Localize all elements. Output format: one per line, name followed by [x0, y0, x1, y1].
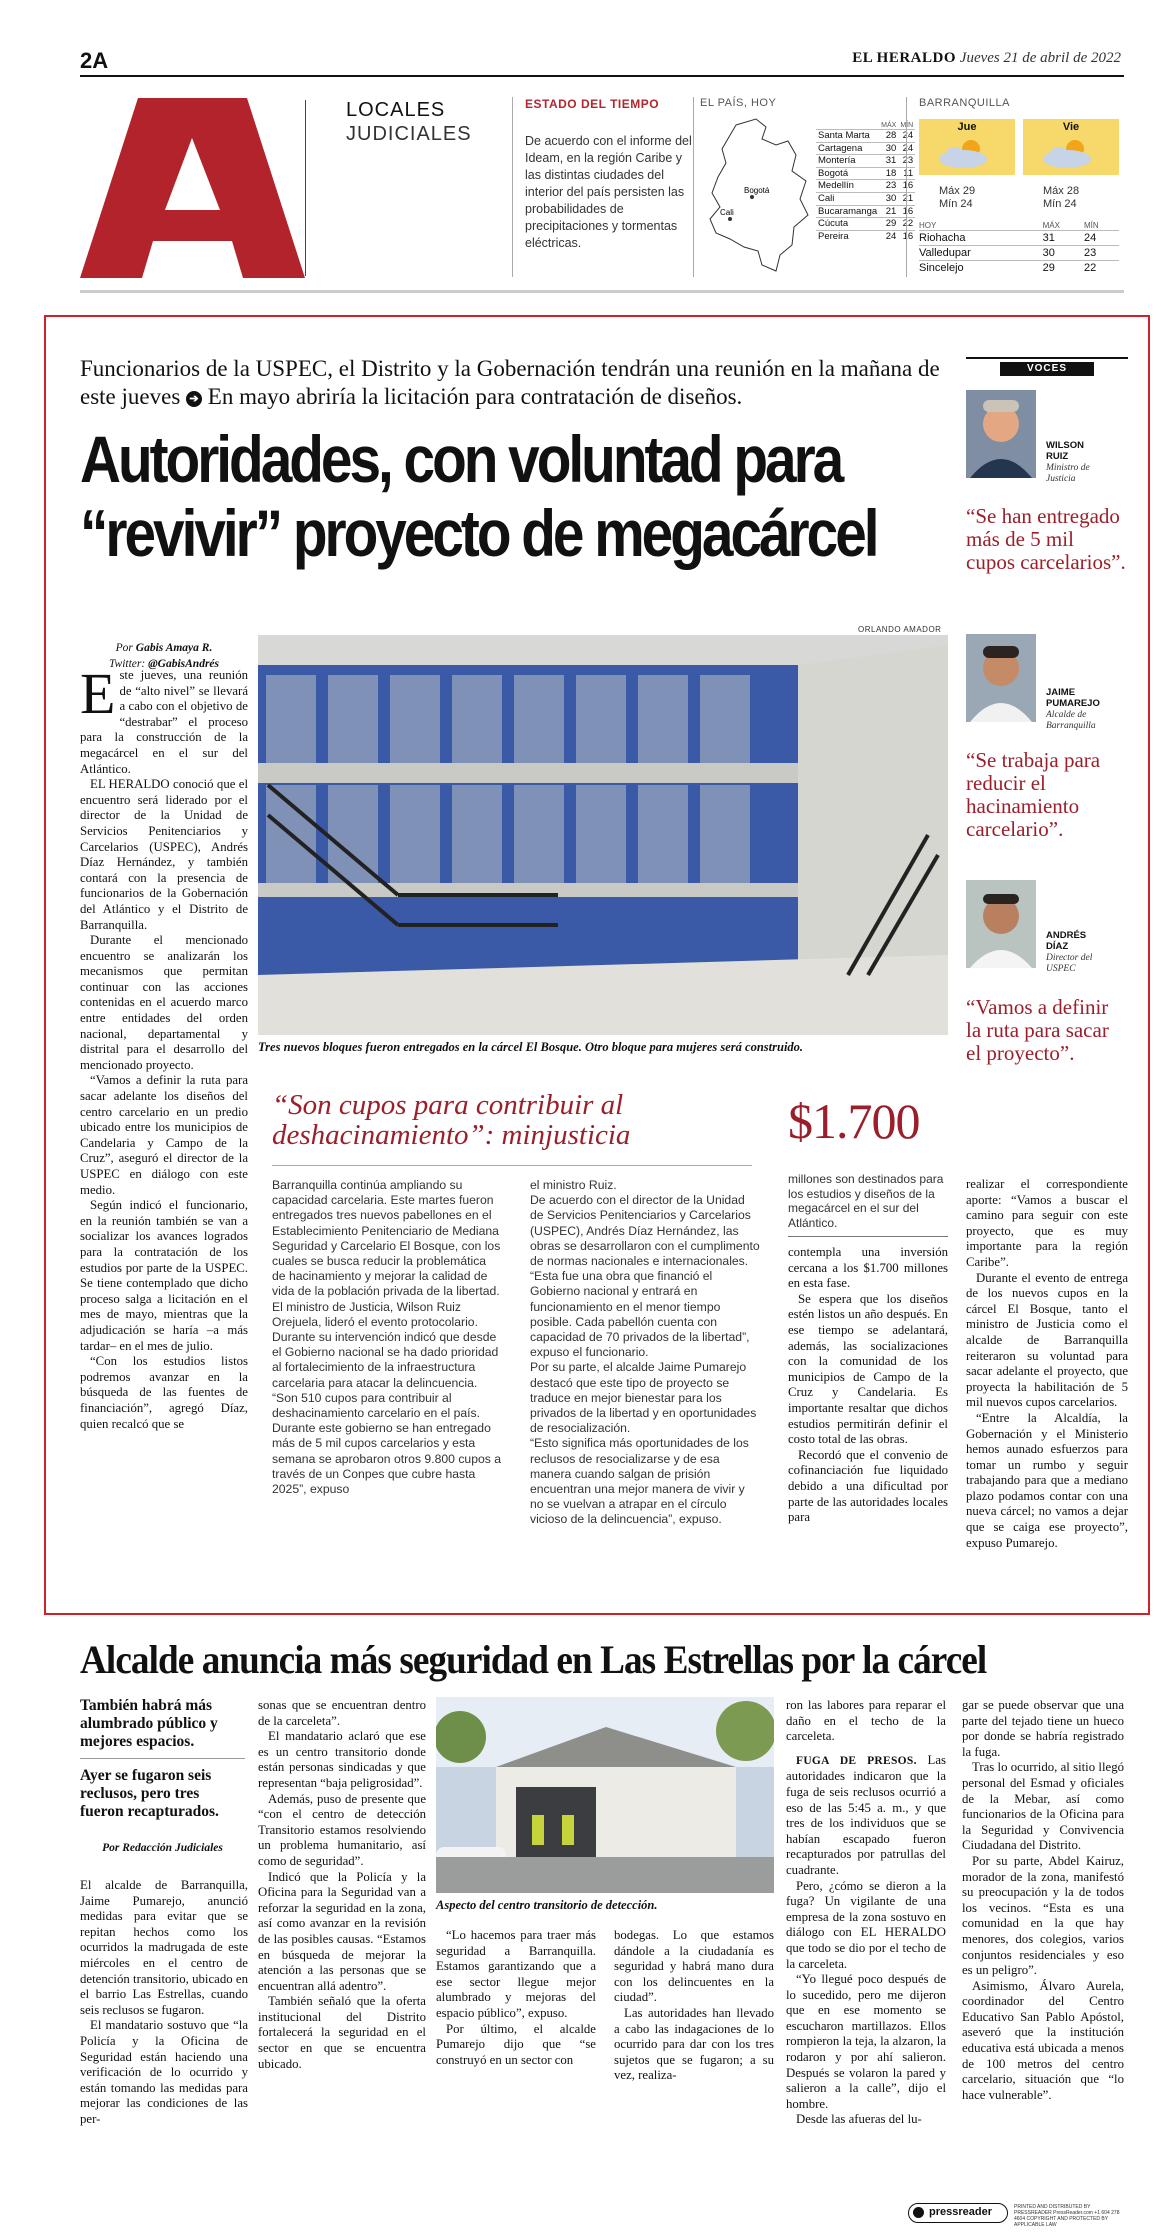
article-column: realizar el correspondiente aporte: “Vamos a buscar el camino para seguir con este proyecto, que es muy importante para la región Caribe”. Durante el evento de entrega de los nuevos cupos en la cárcel El Bosque, tanto el ministro de Justicia como el alcalde de Barranquilla reiteraron su voluntad para sacar adelante el proyecto, que proyecta la habilitación de 5 mil nuevos cupos carcelarios. “Entre la Alcaldía, la Gobernación y el Ministerio hemos aunado esfuerzos para tomar un rumbo y seguir trabajando para que a mediano plazo podamos contar con una nueva cárcel; no vamos a dejar que se caiga ese proyecto”, expuso Pumarejo.: [966, 1177, 1128, 1550]
barranquilla-weather: [906, 97, 1124, 277]
page-number: 2A: [80, 48, 109, 73]
voces-rule: [966, 357, 1128, 359]
issue-date: Jueves 21 de abril de 2022: [959, 50, 1121, 66]
subheadline-rule: [80, 1758, 245, 1759]
regional-city-row: Riohacha 31 24: [919, 231, 1119, 246]
section-line-1: LOCALES: [346, 99, 446, 121]
city-row: Santa Marta 28 24: [818, 130, 914, 141]
top-rule: [80, 75, 1124, 77]
forecast-day-card: Jue: [919, 119, 1015, 175]
masthead: [852, 50, 1121, 67]
voice-role: Alcalde de Barranquilla: [1046, 710, 1096, 731]
story-kicker: Funcionarios de la USPEC, el Distrito y la Gobernación tendrán una reunión en la mañana de este jueves ➔ En mayo abriría la licitación para contratación de diseños.: [80, 356, 940, 409]
andres-diaz-portrait: [966, 880, 1036, 968]
city-row: Bogotá 18 11: [818, 167, 914, 179]
jaime-pumarejo-portrait: [966, 634, 1036, 722]
weather-title: ESTADO DEL TIEMPO: [525, 97, 660, 111]
pull-quote-rule: [272, 1165, 752, 1166]
voice-quote: “Se han entregado más de 5 mil cupos carcelarios”.: [966, 504, 1126, 574]
section-name: [346, 98, 472, 146]
city-row: Bucaramanga 21 16: [818, 205, 914, 217]
sidebar-article-column: el ministro Ruiz. De acuerdo con el director de la Unidad de Servicios Penitenciarios y Carcelarios (USPEC), Andrés Díaz Hernández, las obras se desarrollaron con el cumplimento de normas nacionales e internacionales. “Esta fue una obra que financió el Gobierno nacional y entrará en funcionamiento en el menor tiempo posible. Cada pabellón cuenta con capacidad de 70 privados de la libertad”, expuso el funcionario. Por su parte, el alcalde Jaime Pumarejo destacó que este tipo de proyecto se traduce en mejor bienestar para los privados de la libertad y en oportunidades de resocialización. “Esto significa más oportunidades de los reclusos de resocializarse y de esa manera cuando salgan de prisión encuentran una mejor manera de vivir y no se vuelvan a atrapar en el círculo vicioso de la delincuencia”, expuso.: [530, 1178, 760, 1527]
article-column: El alcalde de Barranquilla, Jaime Pumarejo, anunció medidas para evitar que se repitan hechos como los ocurridos la madrugada de este miércoles en el centro de detención transitorio, ubicado en el barrio Las Estrellas, cuando seis reclusos se fugaron. El mandatario sostuvo que “la Policía y la Oficina de Seguridad están haciendo una verificación de lo ocurrido y están tomando las medidas para mejorar las condiciones de las per-: [80, 1878, 248, 2126]
prison-blocks-photo: [258, 635, 948, 1035]
section-letter-logo: [80, 98, 305, 278]
paper-name: EL HERALDO: [852, 50, 957, 66]
voice-name: ANDRÉS DÍAZ: [1046, 930, 1087, 952]
highlight-rule: [788, 1236, 948, 1237]
voces-label: VOCES: [1000, 362, 1094, 376]
regional-city-row: Sincelejo 29 22: [919, 261, 1119, 276]
barranquilla-label: BARRANQUILLA: [919, 97, 1010, 109]
arrow-right-icon: ➔: [186, 391, 202, 407]
wilson-ruiz-portrait: [966, 390, 1036, 478]
article-column: gar se puede observar que una parte del tejado tiene un hueco por donde se habría registrado la fuga. Tras lo ocurrido, al sitio llegó personal del Esmad y oficiales de la Mebar, así como funcionarios de la Oficina para la Seguridad y Convivencia Ciudadana del Distrito. Por su parte, Abdel Kairuz, morador de la zona, manifestó su preocupación y la de todos los vecinos. “Esta es una comunidad en la que hay menores, dos colegios, varios conjuntos residenciales y eso es un peligro”. Asimismo, Álvaro Aurela, coordinador del Centro Educativo San Pablo Apóstol, aseveró que la institución educativa está ubicada a menos de 100 metros del centro carcelario, situación que “lo hace vulnerable”.: [962, 1698, 1124, 2102]
article-column: sonas que se encuentran dentro de la carceleta”. El mandatario aclaró que ese es un centro transitorio donde están personas sindicadas y que representan “baja peligrosidad”. Además, puso de presente que “con el centro de detección Transitorio estamos resolviendo un problema humanitario, así como de seguridad”. Indicó que la Policía y la Oficina para la Seguridad van a reforzar la seguridad en la zona, así como avanzar en la revisión de las posibles causas. “Estamos en búsqueda de mejorar la atención a las personas que se encuentran allá adentro”. También señaló que la oferta institucional del Distrito fortalecerá la seguridad en el sector en que se encuentra ubicado.: [258, 1698, 426, 2071]
city-row: Cartagena 30 24: [818, 142, 914, 154]
voice-quote: “Vamos a definir la ruta para sacar el proyecto”.: [966, 995, 1109, 1065]
regional-city-row: Valledupar 30 23: [919, 246, 1119, 261]
voice-role: Director del USPEC: [1046, 953, 1093, 974]
subheadline: Ayer se fugaron seis reclusos, pero tres fueron recapturados.: [80, 1767, 219, 1820]
country-label: EL PAÍS, HOY: [700, 97, 777, 109]
detention-center-photo: [436, 1697, 774, 1893]
pressreader-badge[interactable]: pressreader: [908, 2203, 1008, 2223]
article-column: “Lo hacemos para traer más seguridad a Barranquilla. Estamos garantizando que a ese sector llegue mejor alumbrado y mejoras del espacio público”, expuso. Por último, el alcalde Pumarejo dijo que “se construyó en un sector con: [436, 1928, 596, 2067]
photo-credit: ORLANDO AMADOR: [858, 625, 942, 634]
forecast-minmax: Máx 28 Mín 24: [1043, 185, 1080, 210]
regional-temperature-table: HOY MÁX MÍN Riohacha 31 24 Valledupar 30 23 Sincelejo 29 22: [919, 221, 1119, 275]
cloud-sun-icon: [1023, 133, 1119, 173]
weather-box: [512, 97, 692, 277]
voice-quote: “Se trabaja para reducir el hacinamiento carcelario”.: [966, 748, 1101, 841]
photo-caption: Tres nuevos bloques fueron entregados en la cárcel El Bosque. Otro bloque para mujeres será construido.: [258, 1040, 804, 1054]
article-column: bodegas. Lo que estamos dándole a la ciudadanía es seguridad y habrá mano dura con los delincuentes en la ciudad”. Las autoridades han llevado a cabo las indagaciones de lo ocurrido para dar con los tres sujetos que se fugaron; a su vez, realiza-: [614, 1928, 774, 2083]
pressreader-icon: [913, 2207, 924, 2218]
voice-role: Ministro de Justicia: [1046, 463, 1090, 484]
second-headline: Alcalde anuncia más seguridad en Las Estrellas por la cárcel: [80, 1637, 987, 1682]
weather-text: De acuerdo con el informe del Ideam, en la región Caribe y las distintas ciudades del interior del país persisten las probabilidades de precipitaciones y tormentas eléctricas.: [525, 134, 692, 250]
forecast-day-card: Vie: [1023, 119, 1119, 175]
pressreader-logo[interactable]: [908, 2203, 1124, 2228]
section-letter-text: A: [192, 276, 193, 277]
subheadline: También habrá más alumbrado público y mejores espacios.: [80, 1697, 218, 1750]
byline: Por Gabis Amaya R. Twitter: @GabisAndrés: [108, 642, 219, 670]
map-label-cali: Cali: [720, 208, 734, 217]
byline: Por Redacción Judiciales: [102, 1842, 223, 1854]
article-column: ron las labores para reparar el daño en el techo de la carceleta. FUGA DE PRESOS. Las autoridades indicaron que la fuga de seis reclusos ocurrió a eso de las 5:45 a. m., y que tres de los individuos que se habían escapado fueron recapturados por patrullas del cuadrante. Pero, ¿cómo se dieron a la fuga? Un vigilante de una empresa de la zona sostuvo en diálogo con EL HERALDO que todo se dio por el techo de la carceleta. “Yo llegué poco después de lo sucedido, pero me dijeron que en ese momento se escucharon martillazos. Ellos rompieron la teja, la alzaron, la rodaron y por ahí salieron. Después se volaron la pared y salieron a la calle”, dijo el hombre. Desde las afueras del lu-: [786, 1698, 946, 2127]
header-bottom-rule: [80, 290, 1124, 293]
map-label-bogota: Bogotá: [744, 186, 770, 195]
cloud-sun-icon: [919, 133, 1015, 173]
main-headline: Autoridades, con voluntad para “revivir” proyecto de megacárcel: [80, 422, 877, 570]
highlight-number-text: millones son destinados para los estudios y diseños de la megacárcel en el sur del Atlántico.: [788, 1172, 944, 1230]
sidebar-article-column: Barranquilla continúa ampliando su capacidad carcelaria. Este martes fueron entregados tres nuevos pabellones en el Establecimiento Penitenciario de Mediana Seguridad y Carcelario El Bosque, con los cuales se busca reducir la problemática de hacinamiento y mejorar la calidad de vida de la población privada de la libertad. El ministro de Justicia, Wilson Ruiz Orejuela, lideró el evento protocolario. Durante su intervención indicó que desde el Gobierno nacional se ha dado prioridad al fortalecimiento de la infraestructura carcelaria para atacar la delincuencia. “Son 510 cupos para contribuir al deshacinamiento carcelario en el país. Durante este gobierno se han entregado más de 5 mil cupos carcelarios y esta semana se aprobaron otros 9.800 cupos a través de un Conpes que cubre hasta 2025”, expuso: [272, 1178, 502, 1497]
article-column: contempla una inversión cercana a los $1.700 millones en esta fase. Se espera que los diseños estén listos un año después. En ese tiempo se adelantará, además, las socializaciones con la comunidad de los municipios de Campo de la Cruz y Candelaria. Es importante resaltar que dichos estudios permitirán definir el costo total de las obras. Recordó que el convenio de cofinanciación fue liquidado debido a una dificultad por parte de las autoridades locales para: [788, 1245, 948, 1525]
highlight-number: $1.700: [788, 1093, 920, 1149]
city-temperature-table: MÁX MÍN Santa Marta 28 24 Cartagena 30 24 Montería 31 23 Bogotá 18 11 Medellín 23 16 Cali 30 21 Bucaramanga 21 16 Cúcuta 29 22 Pereira 24 16: [818, 122, 914, 242]
run-in-heading: FUGA DE PRESOS.: [796, 1754, 917, 1767]
forecast-minmax: Máx 29 Mín 24: [939, 185, 976, 210]
section-line-2: JUDICIALES: [346, 123, 472, 145]
pull-quote: “Son cupos para contribuir al deshacinamiento”: minjusticia: [272, 1089, 631, 1151]
colombia-map-icon: [696, 115, 816, 275]
city-row: Montería 31 23: [818, 155, 914, 167]
pressreader-fine-print: PRINTED AND DISTRIBUTED BY PRESSREADER PressReader.com +1 604 278 4604 COPYRIGHT AND PROTECTED BY APPLICABLE LAW: [1014, 2204, 1120, 2228]
city-row: Cúcuta 29 22: [818, 218, 914, 230]
section-divider: [305, 100, 306, 276]
city-row: Pereira 24 16: [818, 230, 914, 242]
voice-name: JAIME PUMAREJO: [1046, 687, 1100, 709]
city-row: Medellín 23 16: [818, 180, 914, 192]
voice-name: WILSON RUIZ: [1046, 440, 1084, 462]
article-column: Este jueves, una reunión de “alto nivel” se llevará a cabo con el objetivo de “destrabar” el proceso para la construcción de la megacárcel en el sur del Atlántico. EL HERALDO conoció que el encuentro será liderado por el director de la Unidad de Servicios Penitenciarios y Carcelarios (USPEC), Andrés Díaz Hernández, y también contará con la presencia de funcionarios de la Gobernación del Atlántico y el Distrito de Barranquilla. Durante el mencionado encuentro se analizarán los mecanismos que permitan continuar con las acciones contenidas en el acuerdo marco entre entidades del orden nacional, departamental y distrital para el desarrollo del mencionado proyecto. “Vamos a definir la ruta para sacar adelante los diseños del centro carcelario en un predio ubicado entre los municipios de Candelaria y Campo de la Cruz”, aseguró el director de la USPEC en diálogo con este medio. Según indicó el funcionario, en la reunión también se van a socializar los avances logrados para la contratación de los estudios por parte de la USPEC. Se tiene contemplado que dicho proceso salga a licitación en el mes de mayo, mientras que la adjudicación se haría –a más tardar– en el mes de julio. “Con los estudios listos podremos avanzar en la búsqueda de las fuentes de financiación”, agregó Díaz, quien recalcó que se: [80, 661, 248, 1431]
drop-cap: E: [80, 661, 116, 726]
photo-caption: Aspecto del centro transitorio de detección.: [436, 1898, 658, 1912]
city-row: Cali 30 21: [818, 192, 914, 204]
country-weather: [693, 97, 914, 277]
